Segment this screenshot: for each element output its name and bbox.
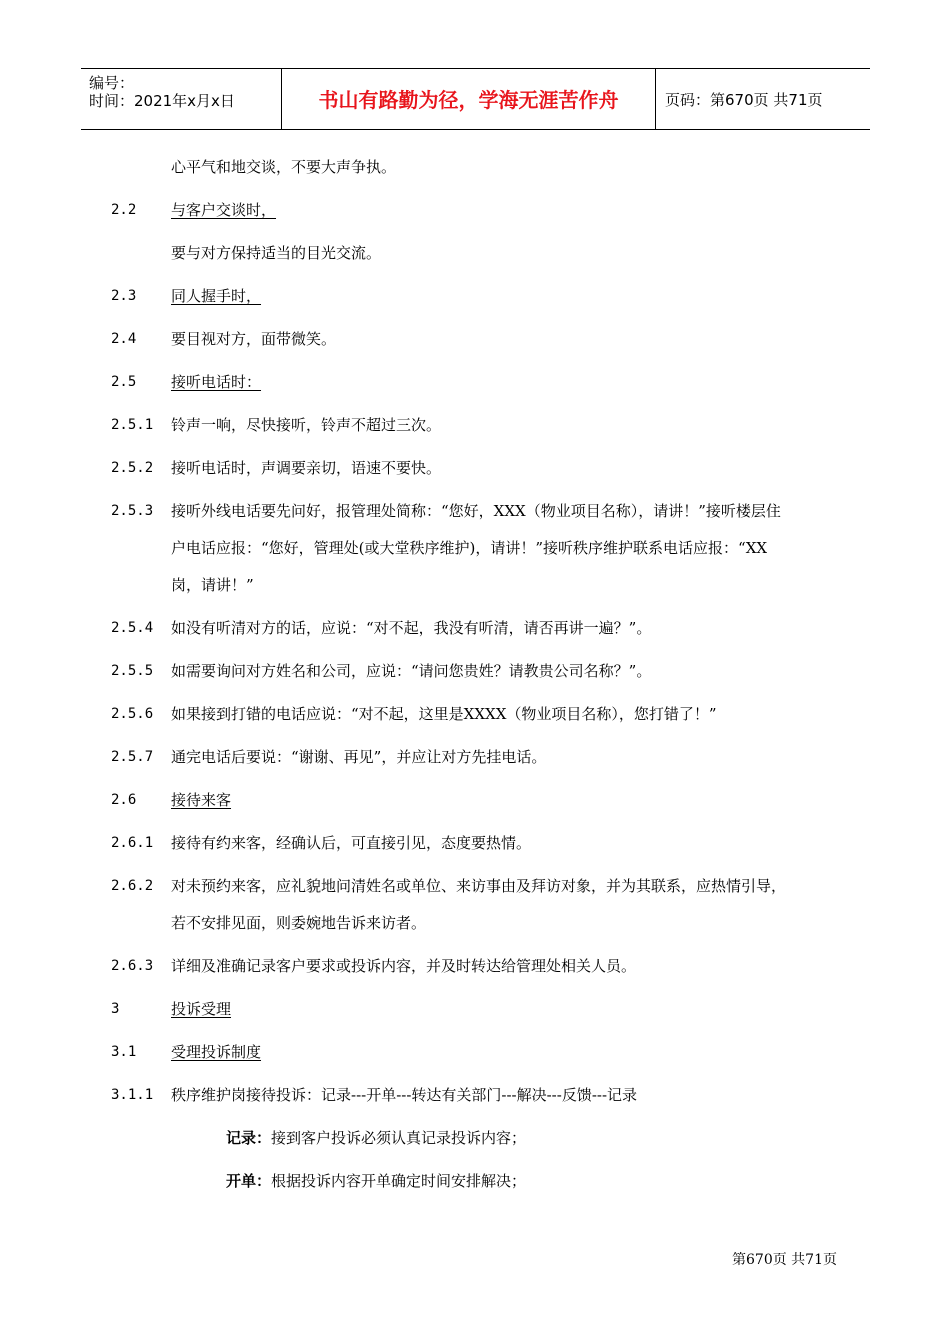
line-text: 详细及准确记录客户要求或投诉内容，并及时转达给管理处相关人员。 — [171, 957, 637, 975]
section-number: 2.6 — [111, 792, 137, 808]
line-text: 秩序维护岗接待投诉：记录---开单---转达有关部门---解决---反馈---记录 — [171, 1086, 638, 1104]
section-heading: 接听电话时： — [171, 373, 262, 391]
section-heading: 同人握手时， — [171, 287, 262, 305]
line-text: 心平气和地交谈，不要大声争执。 — [171, 158, 397, 176]
section-number: 2.5.5 — [111, 663, 154, 679]
section-number: 2.5.4 — [111, 620, 154, 636]
header-info-cell — [81, 69, 281, 129]
section-number: 2.2 — [111, 202, 137, 218]
section-heading: 与客户交谈时， — [171, 201, 277, 219]
section-heading: 接待来客 — [171, 791, 232, 809]
line-text: 岗，请讲！” — [171, 576, 254, 594]
section-number: 2.5.6 — [111, 706, 154, 722]
line-text: 铃声一响，尽快接听，铃声不超过三次。 — [171, 416, 442, 434]
sub-item-text: 根据投诉内容开单确定时间安排解决； — [271, 1172, 527, 1190]
section-number: 3.1.1 — [111, 1087, 154, 1103]
sub-item-label: 开单： — [226, 1172, 272, 1190]
section-number: 2.5.7 — [111, 749, 154, 765]
sub-item-label: 记录： — [226, 1129, 272, 1147]
line-text: 接听外线电话要先问好，报管理处简称：“您好，XXX（物业项目名称），请讲！”接听楼层住 — [171, 502, 781, 520]
section-number: 2.5.3 — [111, 503, 154, 519]
section-number: 2.6.1 — [111, 835, 154, 851]
header-page-cell — [655, 69, 870, 129]
header-page-code: 页码：第670页 共71页 — [665, 91, 823, 109]
page-footer: 第670页 共71页 — [732, 1252, 837, 1268]
section-number: 3.1 — [111, 1044, 137, 1060]
section-heading: 投诉受理 — [171, 1000, 232, 1018]
section-number: 2.5.2 — [111, 460, 154, 476]
line-text: 户电话应报：“您好，管理处(或大堂秩序维护)，请讲！”接听秩序维护联系电话应报：“XX — [171, 539, 768, 557]
section-number: 2.5 — [111, 374, 137, 390]
section-number: 2.5.1 — [111, 417, 154, 433]
section-number: 2.4 — [111, 331, 137, 347]
line-text: 若不安排见面，则委婉地告诉来访者。 — [171, 914, 427, 932]
section-number: 2.6.3 — [111, 958, 154, 974]
line-text: 要与对方保持适当的目光交流。 — [171, 244, 382, 262]
header-motto-cell — [281, 69, 656, 129]
document-time-label: 时间：2021年x月x日 — [89, 92, 235, 110]
section-number: 3 — [111, 1001, 120, 1017]
page-header — [81, 68, 870, 130]
line-text: 如果接到打错的电话应说：“对不起，这里是XXXX（物业项目名称），您打错了！” — [171, 705, 717, 723]
line-text: 接待有约来客，经确认后，可直接引见，态度要热情。 — [171, 834, 532, 852]
header-motto: 书山有路勤为径，学海无涯苦作舟 — [318, 88, 619, 112]
line-text: 接听电话时，声调要亲切，语速不要快。 — [171, 459, 442, 477]
section-heading: 受理投诉制度 — [171, 1043, 262, 1061]
line-text: 如没有听清对方的话，应说：“对不起，我没有听清，请否再讲一遍？”。 — [171, 619, 652, 637]
section-number: 2.6.2 — [111, 878, 154, 894]
sub-item-text: 接到客户投诉必须认真记录投诉内容； — [271, 1129, 527, 1147]
section-number: 2.3 — [111, 288, 137, 304]
line-text: 对未预约来客，应礼貌地问清姓名或单位、来访事由及拜访对象，并为其联系，应热情引导， — [171, 877, 787, 895]
line-text: 如需要询问对方姓名和公司，应说：“请问您贵姓？请教贵公司名称？”。 — [171, 662, 652, 680]
document-code-label: 编号： — [89, 74, 135, 92]
line-text: 要目视对方，面带微笑。 — [171, 330, 337, 348]
line-text: 通完电话后要说：“谢谢、再见”，并应让对方先挂电话。 — [171, 748, 547, 766]
